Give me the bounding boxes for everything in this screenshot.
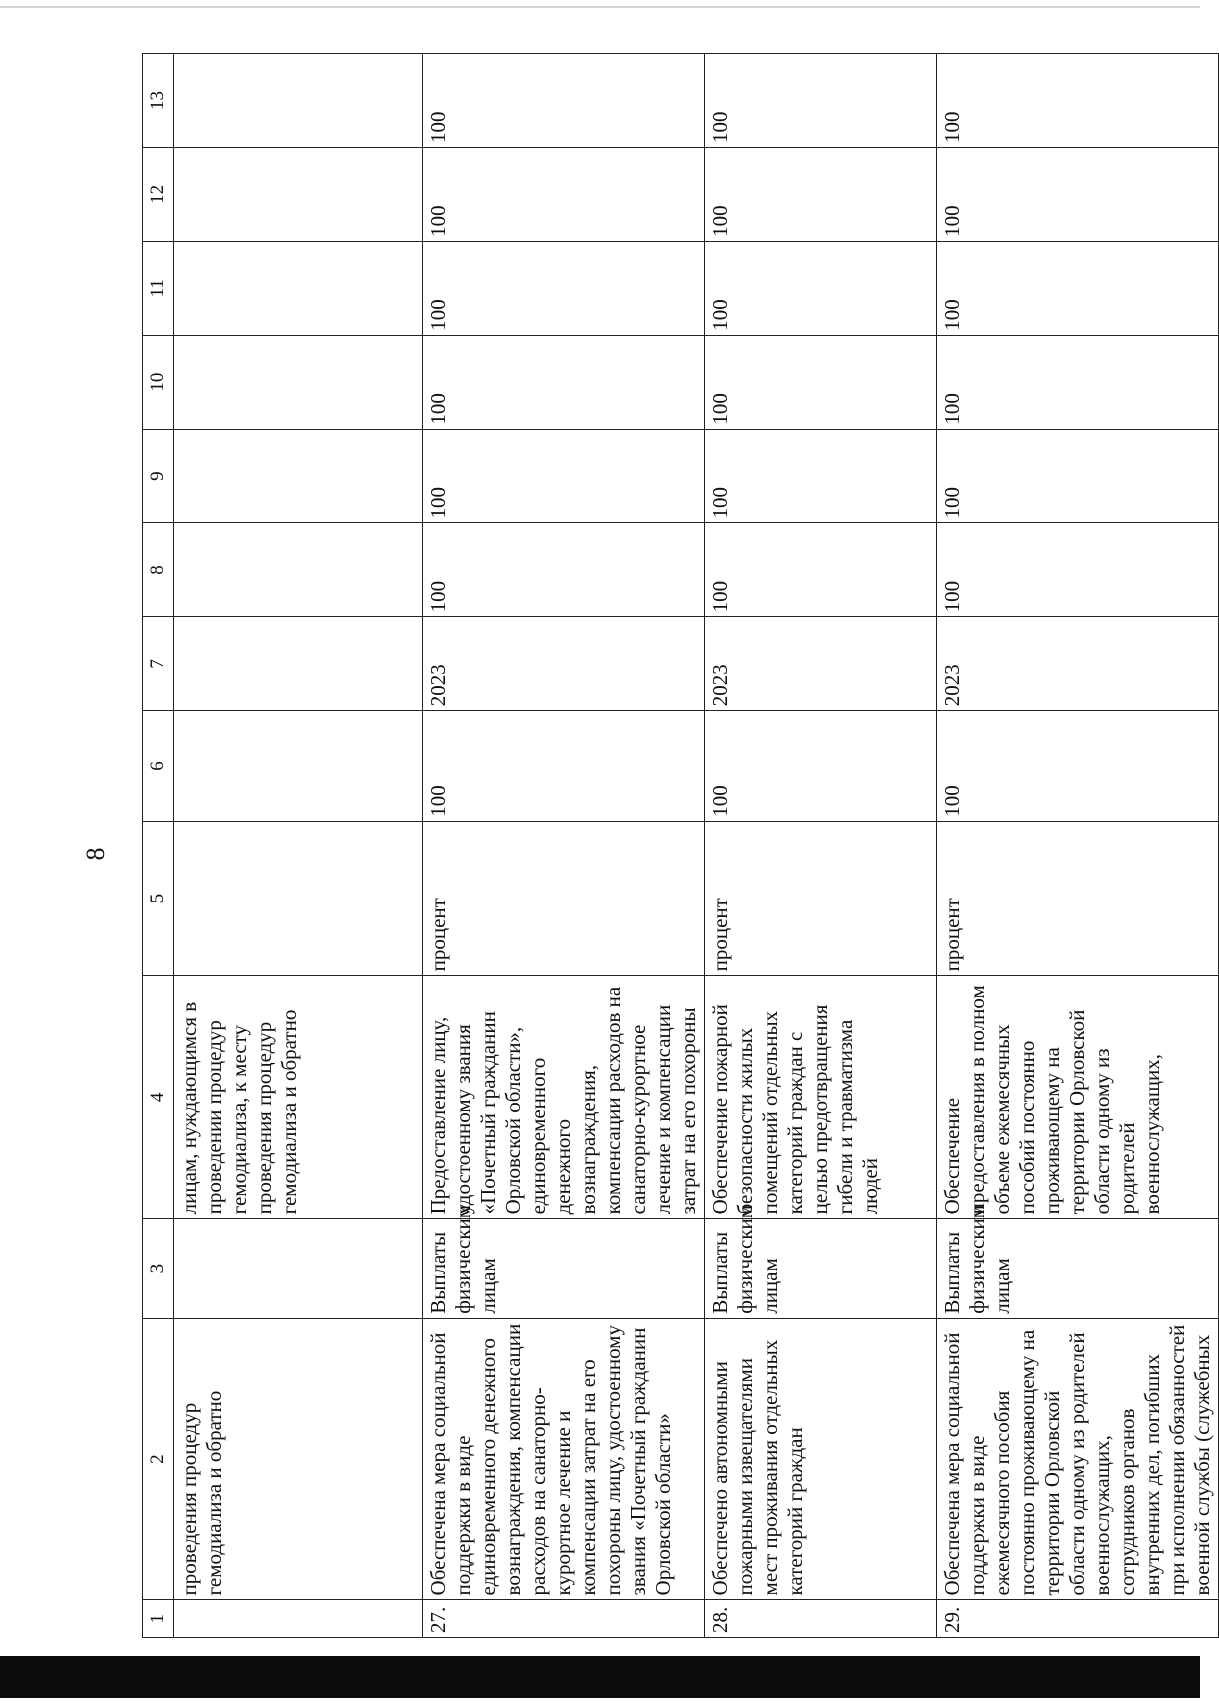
column-header: 3 <box>143 1219 174 1318</box>
value-cell: 2023 <box>937 617 1219 711</box>
result-name: проведения процедур гемодиализа и обратно <box>174 1318 423 1600</box>
column-header: 10 <box>143 335 174 429</box>
header-row <box>143 54 174 1638</box>
value-cell: 100 <box>705 523 937 617</box>
column-header: 9 <box>143 429 174 523</box>
value-cell: 2023 <box>423 617 705 711</box>
result-name: Обеспечена мера социальной поддержки в виде ежемесячного пособия постоянно проживающему на территории Орловской области одному из родителей военнослужащих, сотрудников органов внутренних дел, погибших при исполнении обязанностей военной службы (служебных <box>937 1318 1219 1600</box>
column-header: 4 <box>143 976 174 1219</box>
value-cell: 100 <box>423 147 705 241</box>
value-cell <box>174 429 423 523</box>
result-name: Обеспечено автономными пожарными извещателями мест проживания отдельных категорий граждан <box>705 1318 937 1600</box>
value-cell: 100 <box>423 429 705 523</box>
column-header: 13 <box>143 54 174 148</box>
value-cell: 100 <box>705 147 937 241</box>
value-cell: 100 <box>937 523 1219 617</box>
value-cell: 100 <box>423 711 705 821</box>
page-number: 8 <box>81 847 110 861</box>
value-cell <box>174 241 423 335</box>
value-cell <box>174 335 423 429</box>
value-cell: 100 <box>705 54 937 148</box>
column-header: 11 <box>143 241 174 335</box>
unit <box>174 821 423 976</box>
table-row <box>174 54 423 1638</box>
value-cell: 100 <box>423 241 705 335</box>
value-cell: 100 <box>937 147 1219 241</box>
column-header: 1 <box>143 1600 174 1638</box>
column-header: 12 <box>143 147 174 241</box>
value-cell: 100 <box>937 429 1219 523</box>
unit: процент <box>937 821 1219 976</box>
payment-type <box>174 1219 423 1318</box>
row-number <box>174 1600 423 1638</box>
value-cell: 100 <box>423 523 705 617</box>
value-cell <box>174 523 423 617</box>
table-row <box>705 54 937 1638</box>
unit: процент <box>423 821 705 976</box>
value-cell: 100 <box>937 335 1219 429</box>
column-header: 8 <box>143 523 174 617</box>
scan-bottom-bar <box>0 1656 1200 1698</box>
payment-type: Выплаты физическим лицам <box>937 1219 1219 1318</box>
value-cell: 100 <box>937 711 1219 821</box>
column-header: 2 <box>143 1318 174 1600</box>
payment-type: Выплаты физическим лицам <box>705 1219 937 1318</box>
purpose: Обеспечение предоставления в полном объеме ежемесячных пособий постоянно проживающему на территории Орловской области одному из родителей военнослужащих, <box>937 976 1219 1219</box>
value-cell: 100 <box>423 54 705 148</box>
value-cell <box>174 54 423 148</box>
value-cell: 100 <box>705 335 937 429</box>
row-number: 28. <box>705 1600 937 1638</box>
value-cell: 100 <box>705 711 937 821</box>
value-cell: 100 <box>423 335 705 429</box>
value-cell: 100 <box>705 241 937 335</box>
column-header: 7 <box>143 617 174 711</box>
row-number: 29. <box>937 1600 1219 1638</box>
row-number: 27. <box>423 1600 705 1638</box>
value-cell: 100 <box>705 429 937 523</box>
value-cell: 2023 <box>705 617 937 711</box>
value-cell <box>174 147 423 241</box>
indicators-table <box>142 53 1219 1638</box>
table-container <box>142 53 1219 1638</box>
value-cell <box>174 711 423 821</box>
result-name: Обеспечена мера социальной поддержки в виде единовременного денежного вознаграждения, компенсации расходов на санаторно-курортное лечение и компенсации затрат на его похороны лицу, удостоенному звания «Почетный гражданин Орловской области» <box>423 1318 705 1600</box>
purpose: Обеспечение пожарной безопасности жилых помещений отдельных категорий граждан с целью предотвращения гибели и травматизма людей <box>705 976 937 1219</box>
column-header: 5 <box>143 821 174 976</box>
value-cell: 100 <box>937 54 1219 148</box>
value-cell <box>174 617 423 711</box>
table-row <box>937 54 1219 1638</box>
payment-type: Выплаты физическим лицам <box>423 1219 705 1318</box>
scan-top-line <box>0 6 1200 8</box>
table-row <box>423 54 705 1638</box>
column-header: 6 <box>143 711 174 821</box>
purpose: лицам, нуждающимся в проведении процедур гемодиализа, к месту проведения процедур гемодиализа и обратно <box>174 976 423 1219</box>
unit: процент <box>705 821 937 976</box>
purpose: Предоставление лицу, удостоенному звания «Почетный гражданин Орловской области», единовременного денежного вознаграждения, компенсации расходов на санаторно-курортное лечение и компенсации затрат на его похороны <box>423 976 705 1219</box>
value-cell: 100 <box>937 241 1219 335</box>
